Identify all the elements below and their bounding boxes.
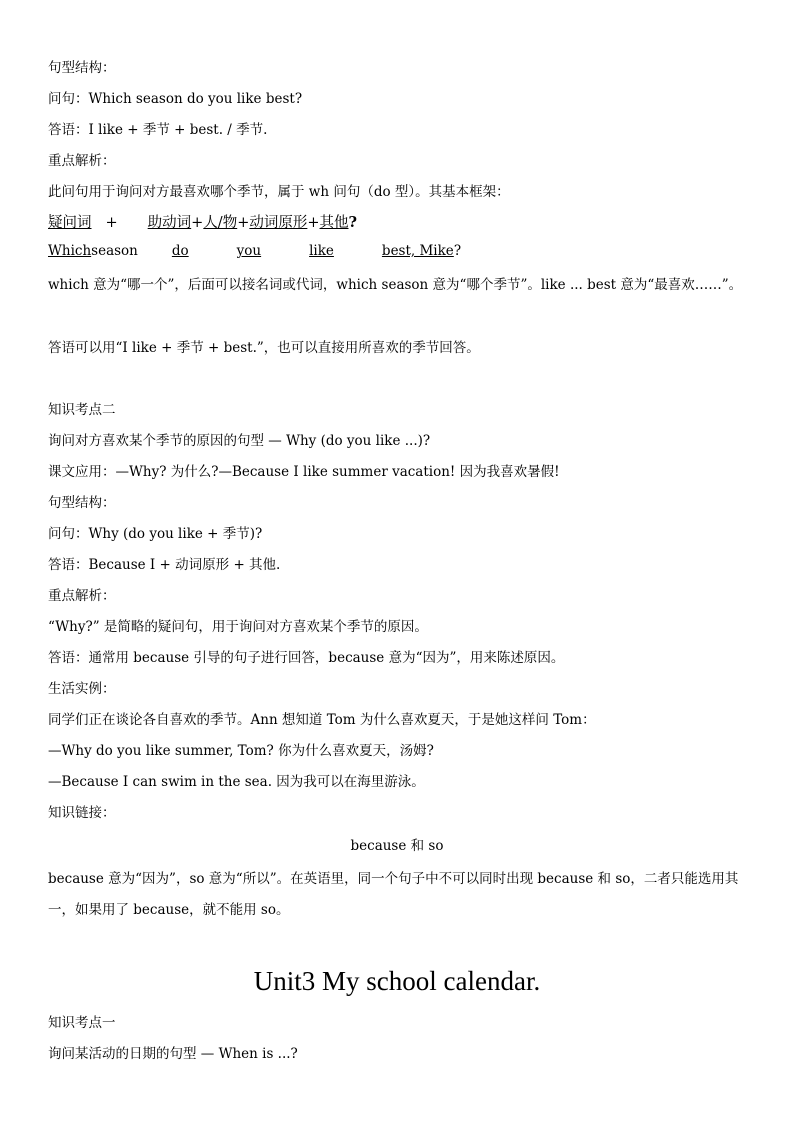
example-like: like bbox=[309, 243, 334, 259]
sentence-frame: 疑问词+助动词+人/物+动词原形+其他? bbox=[48, 211, 357, 232]
section-label-structure: 句型结构： bbox=[48, 60, 116, 76]
frame-subject: 人/物 bbox=[203, 215, 238, 231]
answer-pattern: 答语：I like + 季节 + best. / 季节. bbox=[48, 122, 268, 138]
question-pattern: 问句：Which season do you like best? bbox=[48, 91, 303, 107]
when-pattern-heading: 询问某活动的日期的句型 — When is ...? bbox=[48, 1046, 298, 1062]
answer-explanation: 答语可以用“I like + 季节 + best.”，也可以直接用所喜欢的季节回答。 bbox=[48, 340, 480, 356]
frame-wh-word: 疑问词 bbox=[48, 215, 92, 231]
which-explanation: which 意为“哪一个”，后面可以接名词或代词，which season 意为“哪个季节”。like ... best 意为“最喜欢……”。 bbox=[48, 277, 743, 293]
analysis-text: 此问句用于询问对方最喜欢哪个季节，属于 wh 问句（do 型）。其基本框架： bbox=[48, 184, 510, 200]
example-do: do bbox=[171, 243, 189, 259]
frame-aux-verb: 助动词 bbox=[147, 215, 192, 231]
why-explanation: “Why?” 是简略的疑问句，用于询问对方喜欢某个季节的原因。 bbox=[48, 619, 428, 635]
unit-title: Unit3 My school calendar. bbox=[253, 966, 541, 996]
knowledge-point-one: 知识考点一 bbox=[48, 1015, 116, 1031]
section-label-example: 生活实例： bbox=[48, 681, 116, 697]
section-label-analysis: 重点解析： bbox=[48, 153, 116, 169]
why-question-pattern: 问句：Why (do you like + 季节)? bbox=[48, 526, 263, 542]
because-so-explanation: because 意为“因为”，so 意为“所以”。在英语里，同一个句子中不可以同时出现 because 和 so，二者只能选用其一，如果用了 because，就不能用 so。 bbox=[48, 871, 739, 918]
because-so-heading: because 和 so bbox=[350, 838, 444, 854]
text-application: 课文应用：—Why? 为什么?—Because I like summer vacation! 因为我喜欢暑假! bbox=[48, 464, 560, 480]
knowledge-point-two: 知识考点二 bbox=[48, 402, 116, 418]
example-you: you bbox=[236, 243, 262, 259]
section-label-structure-2: 句型结构： bbox=[48, 495, 116, 511]
dialogue-answer: —Because I can swim in the sea. 因为我可以在海里游泳。 bbox=[48, 774, 425, 790]
example-which: Which bbox=[48, 243, 92, 259]
section-label-link: 知识链接： bbox=[48, 805, 116, 821]
section-label-analysis-2: 重点解析： bbox=[48, 588, 116, 604]
life-example-intro: 同学们正在谈论各自喜欢的季节。Ann 想知道 Tom 为什么喜欢夏天，于是她这样问 Tom： bbox=[48, 712, 596, 728]
because-answer-pattern: 答语：Because I + 动词原形 + 其他. bbox=[48, 557, 281, 573]
because-explanation: 答语：通常用 because 引导的句子进行回答，because 意为“因为”，用来陈述原因。 bbox=[48, 650, 565, 666]
example-frame: Whichseason do you like best, Mike? bbox=[48, 243, 462, 259]
frame-other: 其他 bbox=[319, 215, 349, 231]
example-best-mike: best, Mike bbox=[381, 243, 454, 259]
frame-base-verb: 动词原形 bbox=[249, 215, 308, 231]
dialogue-question: —Why do you like summer, Tom? 你为什么喜欢夏天，汤姆? bbox=[48, 743, 434, 759]
why-pattern-heading: 询问对方喜欢某个季节的原因的句型 — Why (do you like ...)? bbox=[48, 433, 431, 449]
